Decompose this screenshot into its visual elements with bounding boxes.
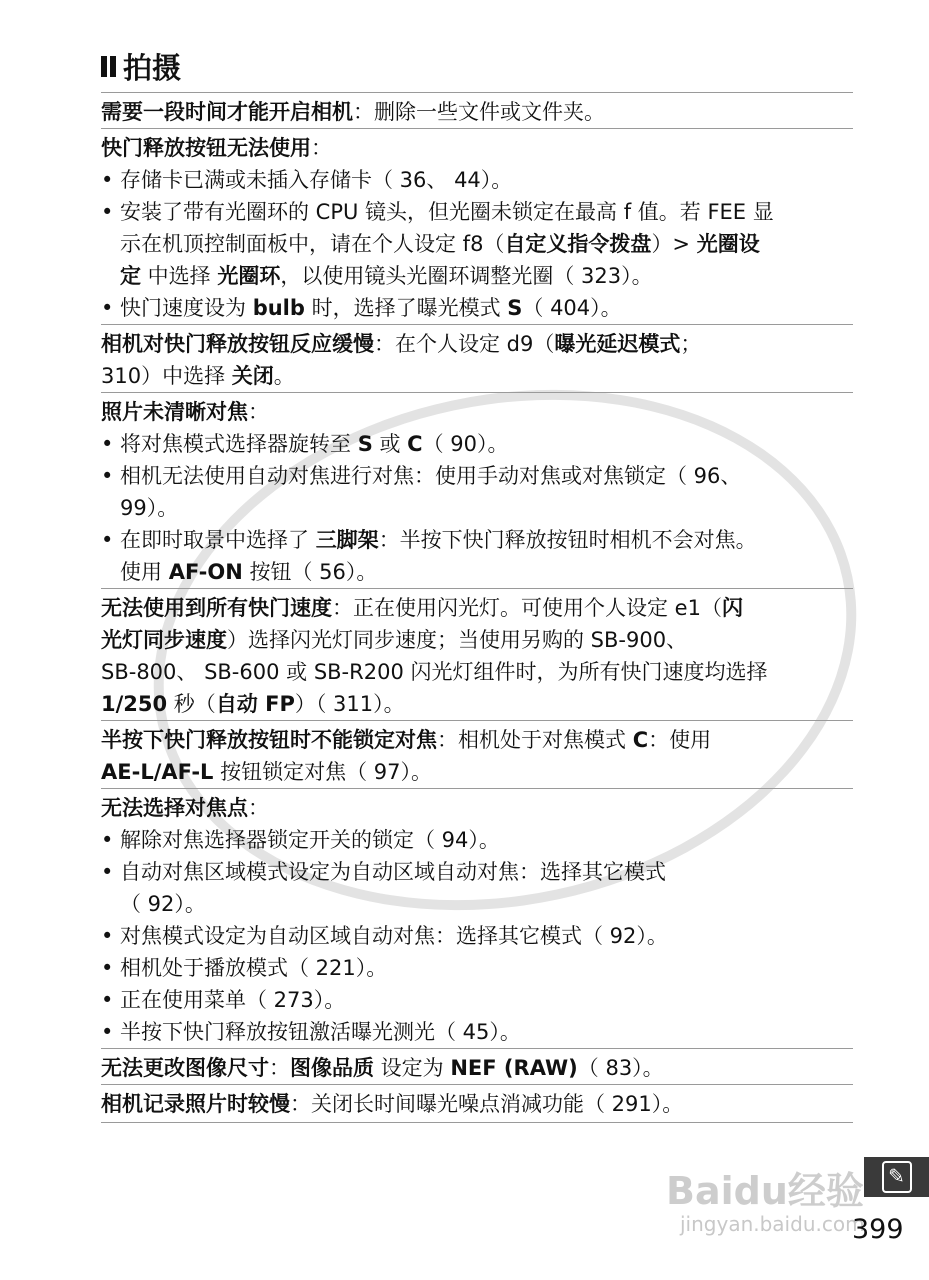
- bold-term: 半按下快门释放按钮时不能锁定对焦: [101, 728, 437, 752]
- bullet-line: [120, 888, 853, 920]
- baidu-url-watermark: jingyan.baidu.com: [680, 1212, 865, 1236]
- bold-term: 无法更改图像尺寸: [101, 1056, 269, 1080]
- bullet-line: [101, 292, 853, 324]
- bold-term: S: [507, 296, 523, 320]
- chapter-tab: [864, 1157, 929, 1197]
- troubleshooting-list: [101, 92, 853, 1123]
- bold-term: AF-ON: [168, 560, 243, 584]
- bold-term: C: [407, 432, 423, 456]
- text-run: SB-800、 SB-600 或 SB-R200 闪光灯组件时，为所有快门速度均选择: [101, 660, 768, 684]
- bold-term: 无法选择对焦点: [101, 796, 248, 820]
- bullet-item: [101, 1016, 853, 1048]
- problem-entry: [101, 1048, 853, 1084]
- bold-term: 光圈环: [217, 264, 281, 288]
- text-run: ：: [311, 136, 332, 160]
- problem-entry: [101, 788, 853, 1048]
- text-run: 对焦模式设定为自动区域自动对焦：选择其它模式（ 92）。: [120, 924, 668, 948]
- problem-entry: [101, 720, 853, 788]
- text-run: 秒（: [167, 692, 216, 716]
- bold-term: 光灯同步速度: [101, 628, 227, 652]
- bullet-item: [101, 952, 853, 984]
- entry-line: [101, 1052, 853, 1084]
- text-run: ）选择闪光灯同步速度；当使用另购的 SB-900、: [227, 628, 688, 652]
- entry-line: [101, 656, 853, 688]
- text-run: 相机处于播放模式（ 221）。: [120, 956, 388, 980]
- bold-term: 自动 FP: [215, 692, 295, 716]
- text-run: ：: [248, 400, 269, 424]
- text-run: 解除对焦选择器锁定开关的锁定（ 94）。: [120, 828, 500, 852]
- bullet-icon: •: [101, 1020, 114, 1044]
- text-run: （ 83）。: [577, 1056, 664, 1080]
- bullet-line: [101, 824, 853, 856]
- bullet-item: [101, 984, 853, 1016]
- entry-line: [101, 792, 853, 824]
- text-run: ：使用: [648, 728, 712, 752]
- text-run: 将对焦模式选择器旋转至: [120, 432, 358, 456]
- bullet-icon: •: [101, 464, 114, 488]
- problem-entry: [101, 1084, 853, 1123]
- text-run: 按钮锁定对焦（ 97）。: [213, 760, 432, 784]
- problem-entry: [101, 392, 853, 588]
- bullet-item: [101, 920, 853, 952]
- bullet-line: [101, 920, 853, 952]
- bullet-icon: •: [101, 924, 114, 948]
- text-run: （ 92）。: [120, 892, 206, 916]
- text-run: ：半按下快门释放按钮时相机不会对焦。: [378, 528, 757, 552]
- bullet-line: [101, 196, 853, 228]
- bullet-icon: •: [101, 168, 114, 192]
- bullet-item: [101, 856, 853, 920]
- bullet-icon: •: [101, 860, 114, 884]
- bullet-icon: •: [101, 956, 114, 980]
- bold-term: 闪: [721, 596, 743, 620]
- entry-line: [101, 592, 853, 624]
- bold-term: 需要一段时间才能开启相机: [101, 100, 353, 124]
- entry-line: [101, 328, 853, 360]
- text-run: 310）中选择: [101, 364, 232, 388]
- entry-line: [101, 724, 853, 756]
- text-run: 快门速度设为: [120, 296, 253, 320]
- text-run: ）>: [651, 232, 697, 256]
- entry-line: [101, 688, 853, 720]
- bullet-line: [101, 524, 853, 556]
- bold-term: 快门释放按钮无法使用: [101, 136, 311, 160]
- bold-term: C: [632, 728, 649, 752]
- section-heading: [101, 46, 853, 90]
- bullet-icon: •: [101, 528, 114, 552]
- problem-entry: [101, 128, 853, 324]
- text-run: 按钮（ 56）。: [242, 560, 378, 584]
- note-pencil-icon: ✎: [882, 1161, 912, 1193]
- text-run: ：: [248, 796, 269, 820]
- text-run: 相机无法使用自动对焦进行对焦：使用手动对焦或对焦锁定（ 96、: [120, 464, 742, 488]
- bold-term: AE-L/AF-L: [101, 760, 214, 784]
- bold-term: 定: [120, 264, 141, 288]
- bold-term: 无法使用到所有快门速度: [101, 596, 332, 620]
- text-run: ：删除一些文件或文件夹。: [353, 100, 605, 124]
- text-run: ，以使用镜头光圈环调整光圈（ 323）。: [280, 264, 653, 288]
- text-run: 。: [273, 364, 295, 388]
- problem-entry: [101, 92, 853, 128]
- bold-term: 三脚架: [315, 528, 379, 552]
- bullet-icon: •: [101, 432, 114, 456]
- bold-term: 图像品质: [290, 1056, 374, 1080]
- bold-term: 相机对快门释放按钮反应缓慢: [101, 332, 374, 356]
- entry-line: [101, 132, 853, 164]
- bold-term: 照片未清晰对焦: [101, 400, 248, 424]
- heading-bars-icon: [101, 45, 119, 89]
- text-run: 安装了带有光圈环的 CPU 镜头，但光圈未锁定在最高 f 值。若 FEE 显: [120, 200, 774, 224]
- bullet-icon: •: [101, 296, 114, 320]
- bullet-line: [101, 856, 853, 888]
- text-run: ）（ 311）。: [294, 692, 405, 716]
- text-run: 时，选择了曝光模式: [304, 296, 508, 320]
- bullet-item: [101, 292, 853, 324]
- bold-term: NEF (RAW): [450, 1056, 578, 1080]
- bullet-item: [101, 460, 853, 524]
- bold-term: 关闭: [231, 364, 274, 388]
- text-run: ：: [269, 1056, 290, 1080]
- bullet-item: [101, 164, 853, 196]
- bullet-icon: •: [101, 828, 114, 852]
- problem-entry: [101, 324, 853, 392]
- entry-line: [101, 756, 853, 788]
- text-run: 在即时取景中选择了: [120, 528, 316, 552]
- text-run: ：在个人设定 d9（: [374, 332, 555, 356]
- bullet-item: [101, 428, 853, 460]
- text-run: 自动对焦区域模式设定为自动区域自动对焦：选择其它模式: [120, 860, 666, 884]
- entry-line: [101, 396, 853, 428]
- text-run: 中选择: [141, 264, 218, 288]
- bold-term: 1/250: [101, 692, 168, 716]
- text-run: ：关闭长时间曝光噪点消减功能（ 291）。: [290, 1092, 684, 1116]
- baidu-logo-watermark: Baidu经验: [666, 1169, 864, 1213]
- page-content: [101, 46, 853, 1123]
- bullet-item: [101, 196, 853, 292]
- entry-line: [101, 96, 853, 128]
- bullet-icon: •: [101, 988, 114, 1012]
- text-run: 设定为: [374, 1056, 451, 1080]
- text-run: 正在使用菜单（ 273）。: [120, 988, 346, 1012]
- text-run: （ 404）。: [522, 296, 622, 320]
- text-run: 存储卡已满或未插入存储卡（ 36、 44）。: [120, 168, 513, 192]
- text-run: ：相机处于对焦模式: [437, 728, 633, 752]
- bullet-line: [120, 228, 853, 260]
- bold-term: 光圈设: [696, 232, 760, 256]
- heading-text: 拍摄: [123, 51, 182, 85]
- bullet-line: [101, 164, 853, 196]
- text-run: ：正在使用闪光灯。可使用个人设定 e1（: [332, 596, 722, 620]
- bullet-item: [101, 524, 853, 588]
- problem-entry: [101, 588, 853, 720]
- entry-line: [101, 360, 853, 392]
- text-run: 或: [372, 432, 408, 456]
- bold-term: 曝光延迟模式: [554, 332, 681, 356]
- bold-term: 自定义指令拨盘: [504, 232, 652, 256]
- bullet-line: [101, 952, 853, 984]
- bold-term: 相机记录照片时较慢: [101, 1092, 290, 1116]
- bullet-line: [101, 428, 853, 460]
- text-run: ；: [680, 332, 702, 356]
- text-run: 99）。: [120, 496, 179, 520]
- page-number: 399: [852, 1214, 904, 1245]
- bullet-line: [120, 492, 853, 524]
- text-run: 示在机顶控制面板中，请在个人设定 f8（: [120, 232, 505, 256]
- bullet-line: [101, 460, 853, 492]
- bullet-line: [120, 556, 853, 588]
- bullet-line: [120, 260, 853, 292]
- text-run: 半按下快门释放按钮激活曝光测光（ 45）。: [120, 1020, 521, 1044]
- entry-line: [101, 624, 853, 656]
- bold-term: S: [357, 432, 373, 456]
- text-run: 使用: [120, 560, 169, 584]
- bold-term: bulb: [252, 296, 305, 320]
- entry-line: [101, 1088, 853, 1120]
- bullet-icon: •: [101, 200, 114, 224]
- bullet-line: [101, 1016, 853, 1048]
- bullet-line: [101, 984, 853, 1016]
- text-run: （ 90）。: [422, 432, 509, 456]
- bullet-item: [101, 824, 853, 856]
